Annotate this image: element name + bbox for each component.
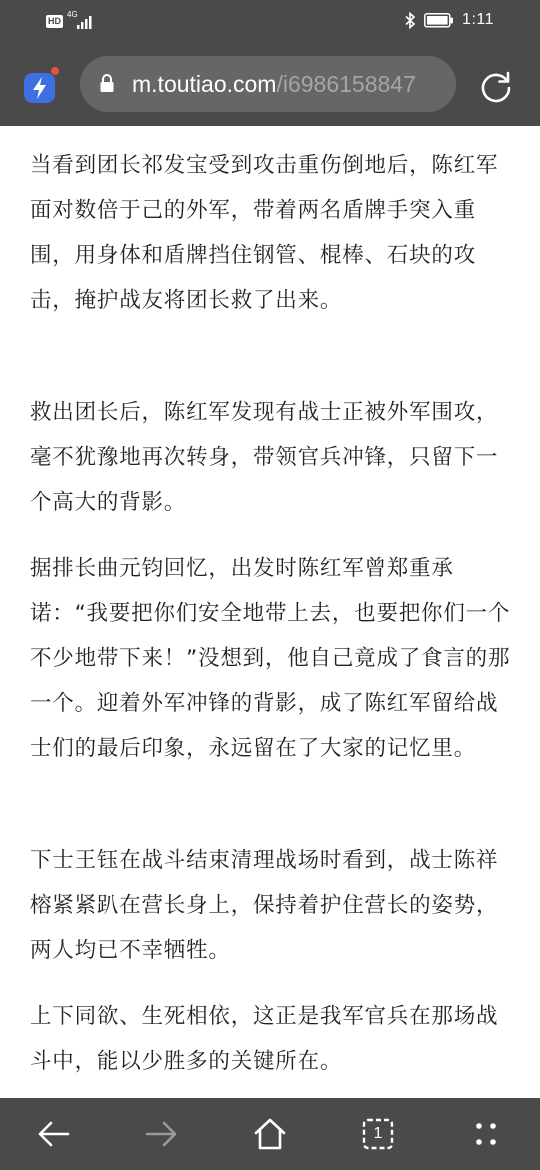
article-paragraph: 据排长曲元钧回忆，出发时陈红军曾郑重承诺：“我要把你们安全地带上去，也要把你们一个不少地带下来！”没想到，他自己竟成了食言的那一个。迎着外军冲锋的背影，成了陈红军留给战士们的最后印象，永远留在了大家的记忆里。 <box>30 556 511 761</box>
lock-icon[interactable] <box>99 73 115 93</box>
back-arrow-icon[interactable] <box>34 1114 74 1154</box>
article-paragraph: 当看到团长祁发宝受到攻击重伤倒地后，陈红军面对数倍于己的外军，带着两名盾牌手突入重围，用身体和盾牌挡住钢管、棍棒、石块的攻击，掩护战友将团长救了出来。 <box>30 153 499 313</box>
status-left <box>46 12 93 30</box>
article-paragraph: 下士王钰在战斗结束清理战场时看到，战士陈祥榕紧紧趴在营长身上，保持着护住营长的姿势，两人均已不幸牺牲。 <box>30 848 499 963</box>
signal-icon <box>67 12 93 30</box>
browser-bottom-nav <box>0 1098 540 1170</box>
clock-time: 1:11 <box>462 11 494 28</box>
browser-address-bar <box>0 42 540 126</box>
article-paragraph: 救出团长后，陈红军发现有战士正被外军围攻，毫不犹豫地再次转身，带领官兵冲锋，只留下一个高大的背影。 <box>30 400 499 515</box>
url-field[interactable] <box>80 56 456 112</box>
status-bar <box>0 0 540 42</box>
article-paragraph: 上下同欲、生死相依，这正是我军官兵在那场战斗中，能以少胜多的关键所在。 <box>30 1004 499 1074</box>
status-right <box>405 11 494 29</box>
battery-icon <box>424 13 454 28</box>
notification-dot <box>50 66 60 76</box>
forward-arrow-icon[interactable] <box>141 1114 181 1154</box>
network-type-label: 4G <box>67 10 78 19</box>
menu-dots-icon[interactable] <box>466 1114 506 1154</box>
url-domain: m.toutiao.com <box>132 71 277 97</box>
bluetooth-icon <box>405 12 416 29</box>
url-fade-overlay <box>426 56 456 112</box>
tabs-button[interactable] <box>358 1114 398 1154</box>
reload-icon[interactable] <box>478 68 514 104</box>
tab-count: 1 <box>373 1125 383 1142</box>
hd-badge: HD <box>48 15 61 26</box>
home-icon[interactable] <box>250 1114 290 1154</box>
url-text[interactable] <box>132 70 416 98</box>
url-path: /i6986158847 <box>276 71 416 97</box>
